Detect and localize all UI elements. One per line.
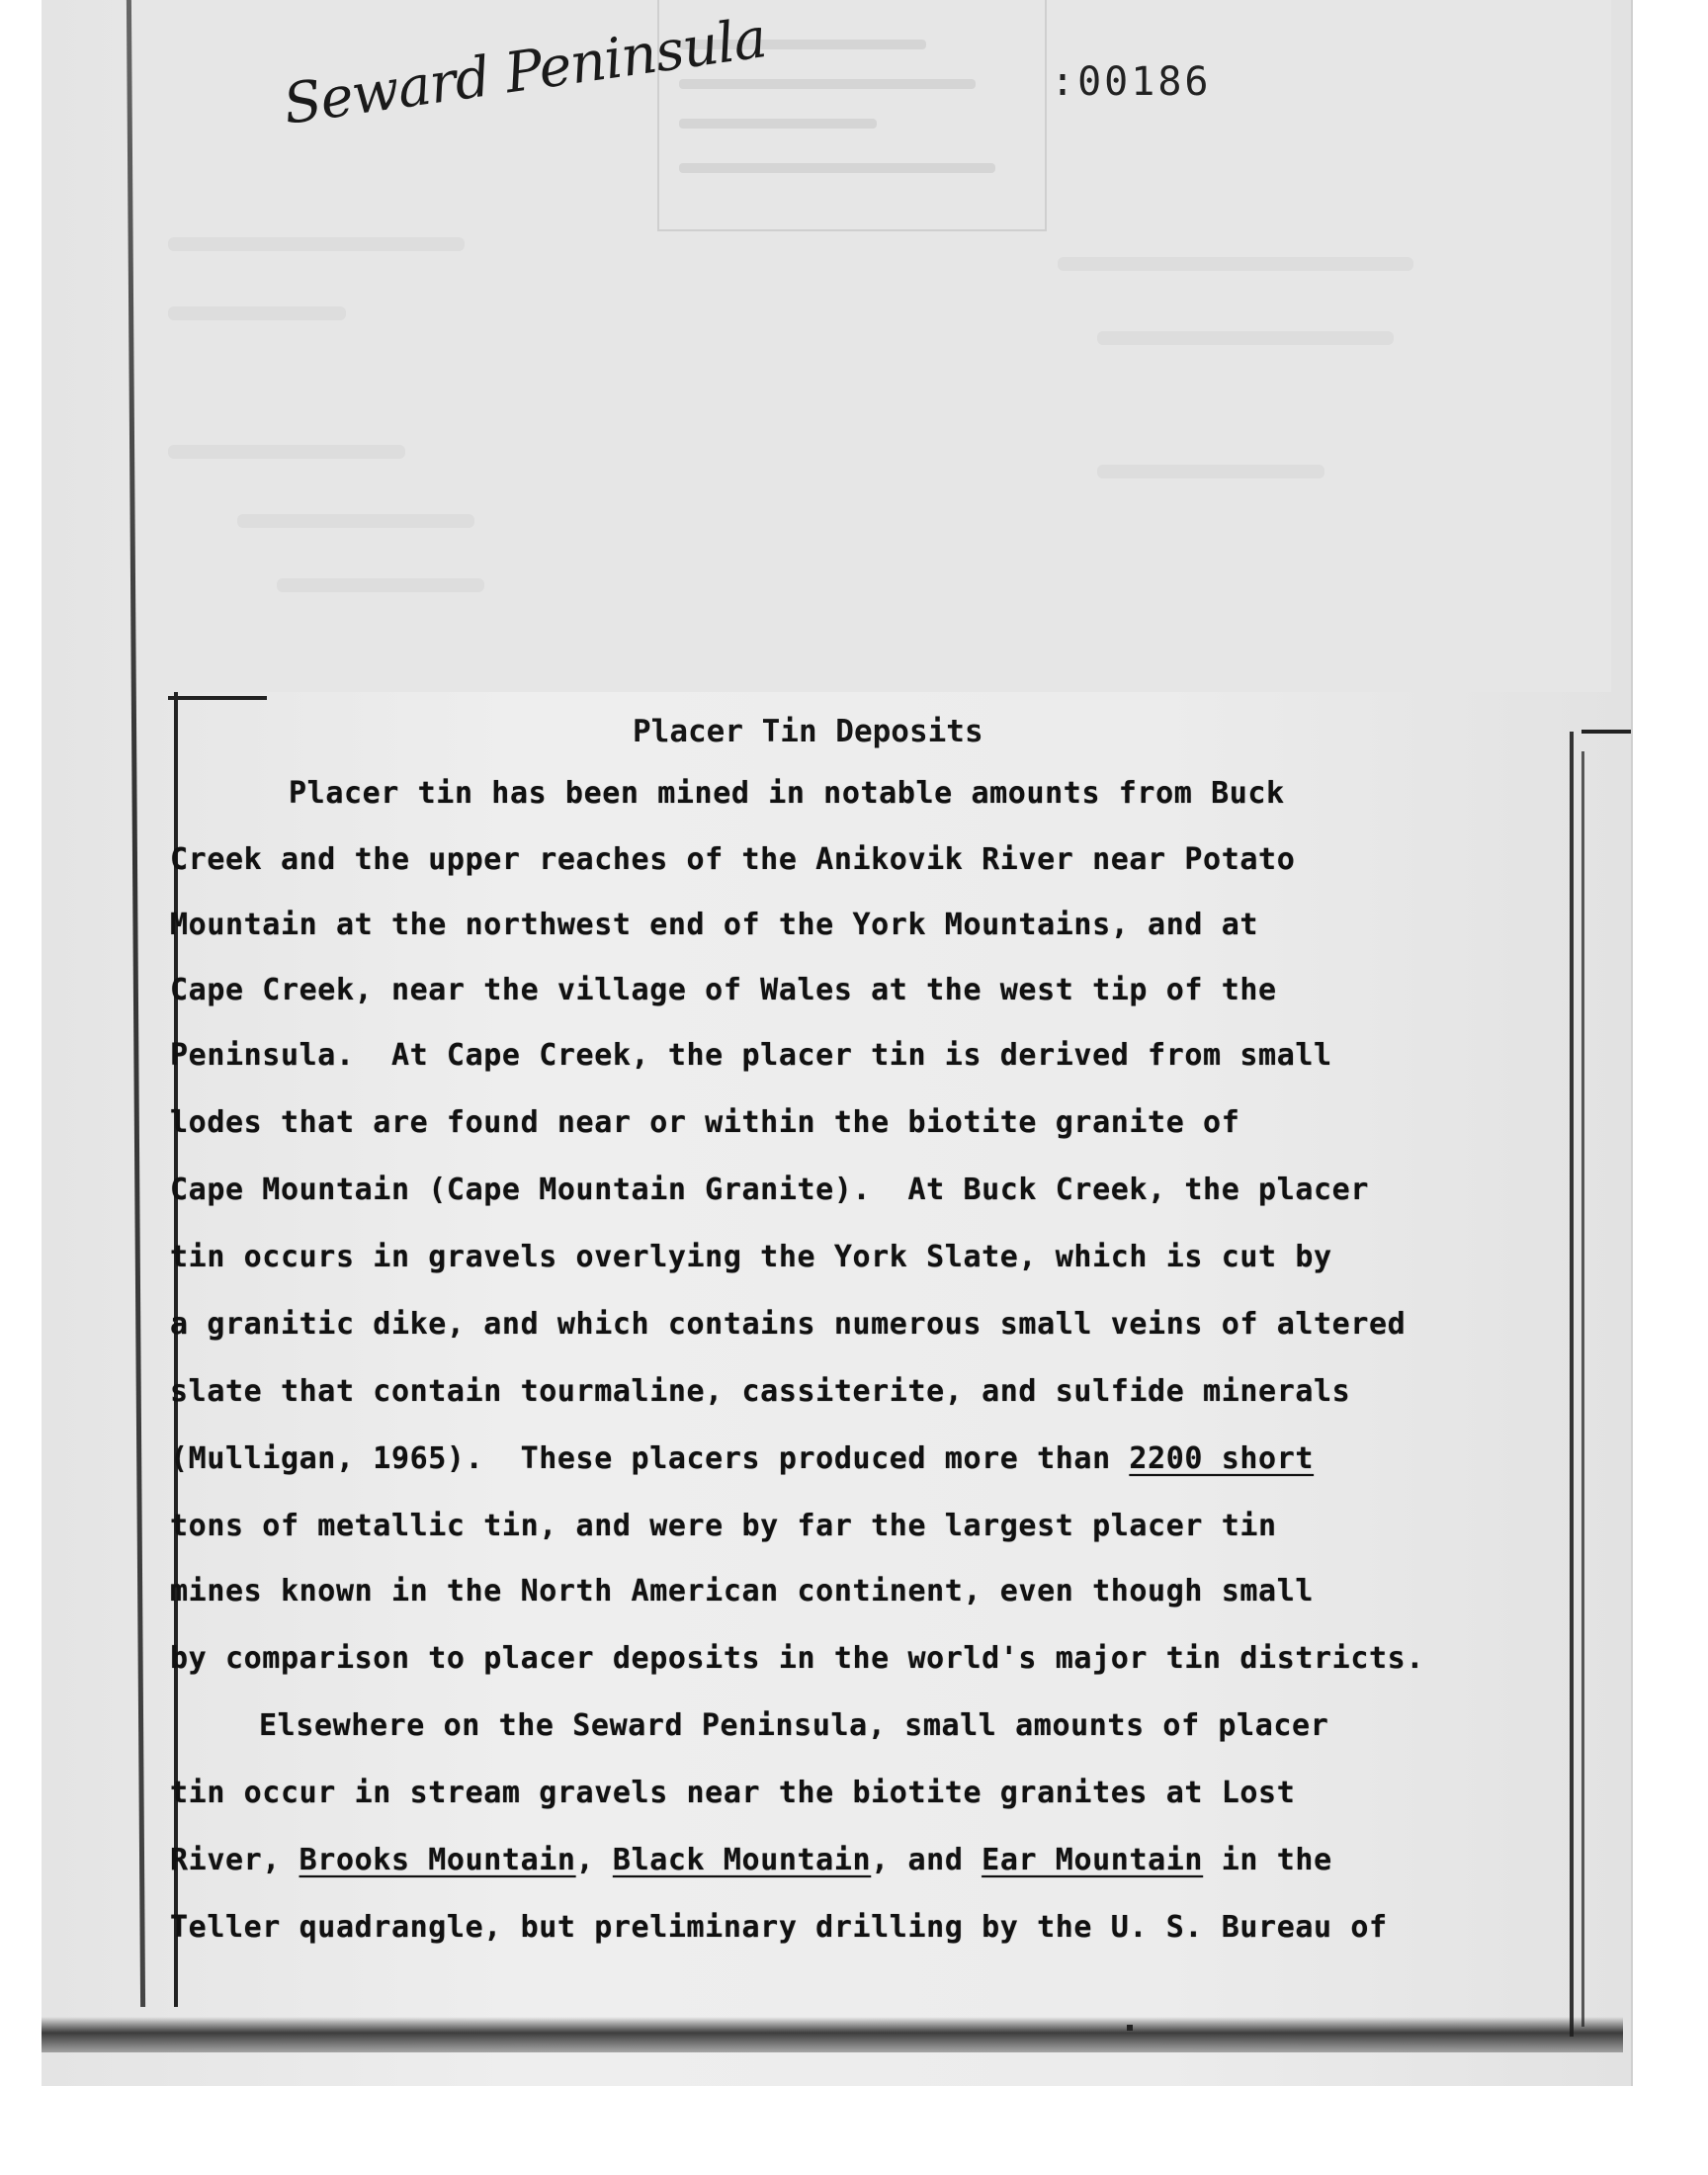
underlined-brooks-mountain: Brooks Mountain: [299, 1843, 576, 1877]
document-title: Placer Tin Deposits: [633, 714, 983, 749]
bleed-through-line: [168, 306, 346, 320]
tick-mark: [1127, 2025, 1133, 2031]
text-line: tin occurs in gravels overlying the York Slate, which is cut by: [170, 1240, 1332, 1274]
text-segment: (Mulligan, 1965). These placers produced more than: [170, 1441, 1130, 1476]
bleed-through-line: [168, 445, 405, 459]
bottom-shadow: [42, 2017, 1623, 2052]
text-segment: in the: [1203, 1843, 1332, 1877]
text-line: tin occur in stream gravels near the biotite granites at Lost: [170, 1776, 1296, 1810]
text-segment: ,: [575, 1843, 613, 1877]
bleed-through-line: [1097, 465, 1324, 478]
text-line: [170, 1843, 1332, 1877]
underlined-ear-mountain: Ear Mountain: [982, 1843, 1204, 1877]
text-line: [170, 1441, 1314, 1476]
text-line: Elsewhere on the Seward Peninsula, small amounts of placer: [259, 1708, 1329, 1743]
text-segment: , and: [871, 1843, 982, 1877]
text-segment: River,: [170, 1843, 299, 1877]
page-id: :00186: [1051, 59, 1212, 105]
form-line: [679, 79, 976, 89]
text-line: Mountain at the northwest end of the York Mountains, and at: [170, 908, 1259, 942]
right-page-edge-outer: [1581, 751, 1584, 2027]
underlined-tonnage: 2200 short: [1129, 1441, 1315, 1476]
text-line: Cape Mountain (Cape Mountain Granite). At Buck Creek, the placer: [170, 1173, 1369, 1207]
text-line: lodes that are found near or within the biotite granite of: [170, 1105, 1240, 1140]
top-edge-rule-right: [1581, 730, 1631, 734]
text-line: slate that contain tourmaline, cassiterite, and sulfide minerals: [170, 1374, 1351, 1409]
form-line: [679, 163, 995, 173]
top-edge-rule: [168, 696, 267, 700]
text-line: by comparison to placer deposits in the world's major tin districts.: [170, 1641, 1424, 1676]
right-page-edge: [1570, 732, 1574, 2037]
text-line: a granitic dike, and which contains numerous small veins of altered: [170, 1307, 1407, 1342]
bleed-through-line: [1058, 257, 1413, 271]
bleed-through-line: [1097, 331, 1394, 345]
form-line: [679, 119, 877, 129]
bleed-through-line: [168, 237, 465, 251]
text-line: Teller quadrangle, but preliminary drilling by the U. S. Bureau of: [170, 1910, 1388, 1945]
text-line: Creek and the upper reaches of the Anikovik River near Potato: [170, 842, 1296, 877]
text-line: tons of metallic tin, and were by far the largest placer tin: [170, 1509, 1277, 1543]
text-line: Cape Creek, near the village of Wales at the west tip of the: [170, 973, 1277, 1007]
underlined-black-mountain: Black Mountain: [612, 1843, 872, 1877]
handwritten-note: Seward Peninsula: [279, 6, 770, 137]
text-line: Placer tin has been mined in notable amounts from Buck: [289, 776, 1285, 811]
text-line: Peninsula. At Cape Creek, the placer tin is derived from small: [170, 1038, 1332, 1073]
bleed-through-line: [237, 514, 474, 528]
bleed-through-line: [277, 578, 484, 592]
text-line: mines known in the North American continent, even though small: [170, 1574, 1315, 1609]
